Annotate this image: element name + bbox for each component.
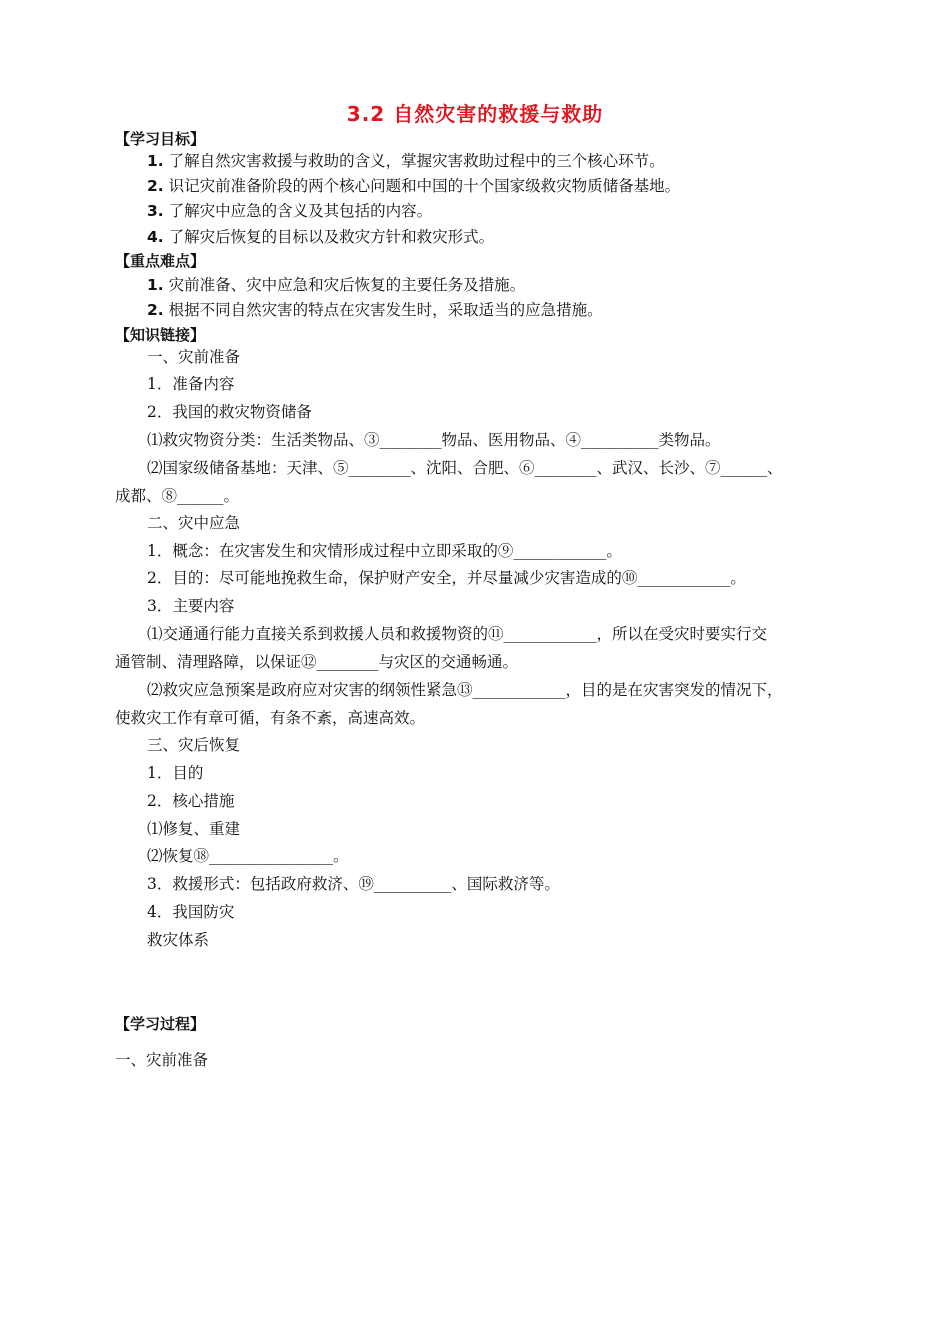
knowledge-line: ⑴救灾物资分类：生活类物品、③________物品、医用物品、④__________类物品。 (147, 431, 721, 449)
knowledge-line: 2．核心措施 (147, 792, 235, 810)
knowledge-line: 成都、⑧______。 (115, 487, 240, 505)
section-header-process: 【学习过程】 (115, 1015, 206, 1033)
section-header-key: 【重点难点】 (115, 252, 206, 270)
knowledge-line: ⑵恢复⑱________________。 (147, 847, 349, 865)
knowledge-line: 1．概念：在灾害发生和灾情形成过程中立即采取的⑨____________。 (147, 542, 622, 560)
knowledge-line: 使救灾工作有章可循，有条不紊，高速高效。 (115, 709, 426, 727)
knowledge-line: 2．我国的救灾物资储备 (147, 403, 312, 421)
page-title: 3.2 自然灾害的救援与救助 (346, 102, 604, 126)
knowledge-line: 通管制、清理路障，以保证⑫________与灾区的交通畅通。 (115, 653, 519, 671)
goal-item: 4. 了解灾后恢复的目标以及救灾方针和救灾形式。 (147, 228, 495, 246)
section-header-goals: 【学习目标】 (115, 130, 206, 148)
knowledge-line: 一、灾前准备 (147, 348, 241, 366)
knowledge-line: ⑴交通通行能力直接关系到救援人员和救援物资的⑪____________，所以在受灾时要实行交 (147, 625, 768, 643)
process-line: 一、灾前准备 (115, 1051, 209, 1069)
knowledge-line: 3．救援形式：包括政府救济、⑲__________、国际救济等。 (147, 875, 560, 893)
knowledge-line: 1．准备内容 (147, 375, 235, 393)
goal-item: 3. 了解灾中应急的含义及其包括的内容。 (147, 202, 433, 220)
section-header-knowledge: 【知识链接】 (115, 326, 206, 344)
knowledge-line: 4．我国防灾 (147, 903, 235, 921)
key-item: 1. 灾前准备、灾中应急和灾后恢复的主要任务及措施。 (147, 276, 526, 294)
knowledge-line: 三、灾后恢复 (147, 736, 241, 754)
knowledge-line: 1．目的 (147, 764, 204, 782)
knowledge-line: ⑵救灾应急预案是政府应对灾害的纲领性紧急⑬____________，目的是在灾害突发的情况下， (147, 681, 783, 699)
knowledge-line: 3．主要内容 (147, 597, 235, 615)
goal-item: 1. 了解自然灾害救援与救助的含义，掌握灾害救助过程中的三个核心环节。 (147, 152, 665, 170)
knowledge-line: 救灾体系 (147, 931, 210, 949)
knowledge-line: ⑴修复、重建 (147, 820, 241, 838)
goal-item: 2. 识记灾前准备阶段的两个核心问题和中国的十个国家级救灾物质储备基地。 (147, 177, 681, 195)
knowledge-line: ⑵国家级储备基地：天津、⑤________、沈阳、合肥、⑥________、武汉、长沙、⑦______、 (147, 459, 783, 477)
key-item: 2. 根据不同自然灾害的特点在灾害发生时，采取适当的应急措施。 (147, 301, 603, 319)
knowledge-line: 二、灾中应急 (147, 514, 241, 532)
knowledge-line: 2．目的：尽可能地挽救生命，保护财产安全，并尽量减少灾害造成的⑩____________。 (147, 569, 746, 587)
